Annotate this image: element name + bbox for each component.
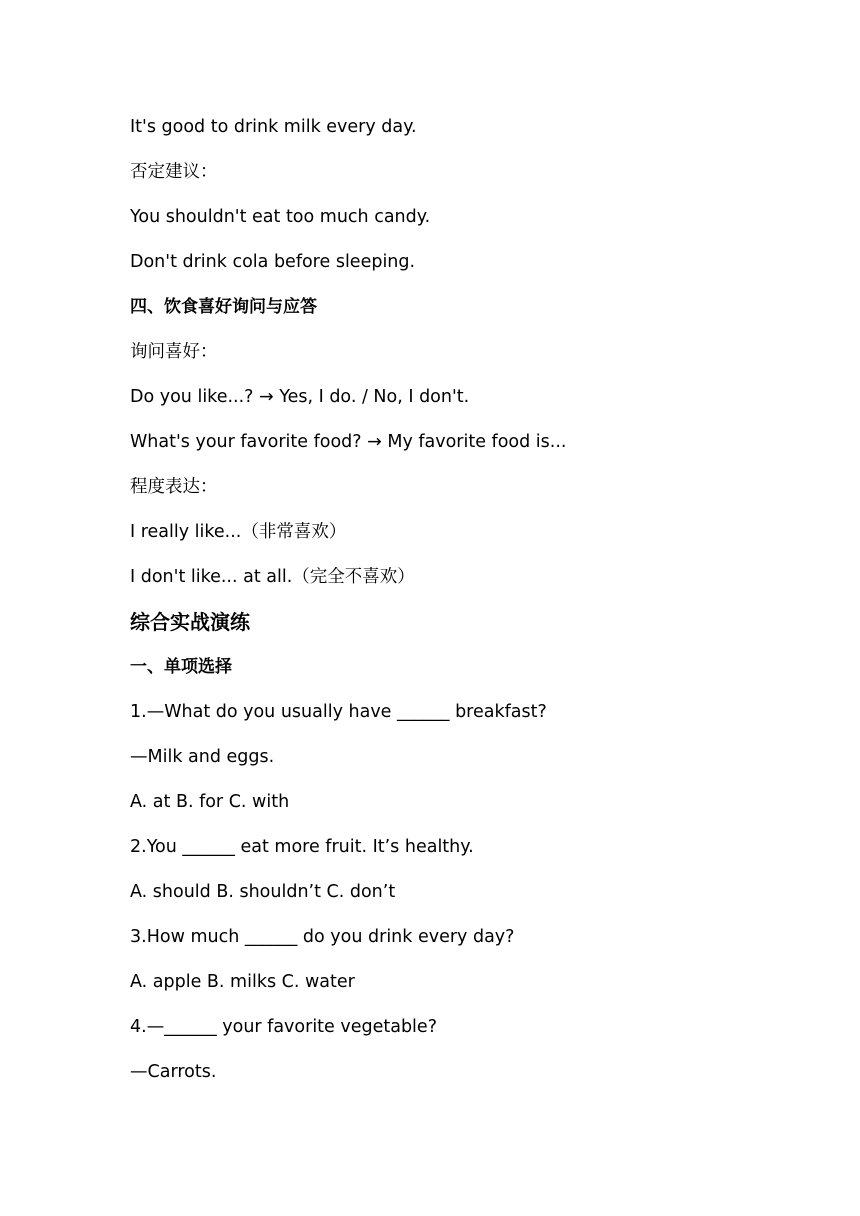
text-line: It's good to drink milk every day. <box>130 117 417 137</box>
heading-food-preferences: 四、饮食喜好询问与应答 <box>130 297 317 317</box>
heading-multiple-choice: 一、单项选择 <box>130 657 232 677</box>
text-line: You shouldn't eat too much candy. <box>130 207 431 227</box>
question-1-options: A. at B. for C. with <box>130 792 290 812</box>
text-line: Do you like...? → Yes, I do. / No, I don't. <box>130 387 470 407</box>
text-line: What's your favorite food? → My favorite food is... <box>130 432 567 452</box>
question-1: 1.—What do you usually have ______ breakfast? <box>130 702 547 722</box>
text-line: I don't like... at all.（完全不喜欢） <box>130 567 415 587</box>
question-1-reply: —Milk and eggs. <box>130 747 275 767</box>
document-body <box>130 114 770 1104</box>
question-3: 3.How much ______ do you drink every day? <box>130 927 515 947</box>
section-title-practice: 综合实战演练 <box>130 610 250 634</box>
text-line: Don't drink cola before sleeping. <box>130 252 416 272</box>
text-line: I really like...（非常喜欢） <box>130 522 347 542</box>
question-4: 4.—______ your favorite vegetable? <box>130 1017 437 1037</box>
question-3-options: A. apple B. milks C. water <box>130 972 355 992</box>
subheading-negative-advice: 否定建议： <box>130 162 218 182</box>
question-4-reply: —Carrots. <box>130 1062 217 1082</box>
subheading-ask-preferences: 询问喜好： <box>130 342 218 362</box>
subheading-degree-expression: 程度表达： <box>130 477 218 497</box>
question-2-options: A. should B. shouldn’t C. don’t <box>130 882 396 902</box>
question-2: 2.You ______ eat more fruit. It’s healthy. <box>130 837 474 857</box>
